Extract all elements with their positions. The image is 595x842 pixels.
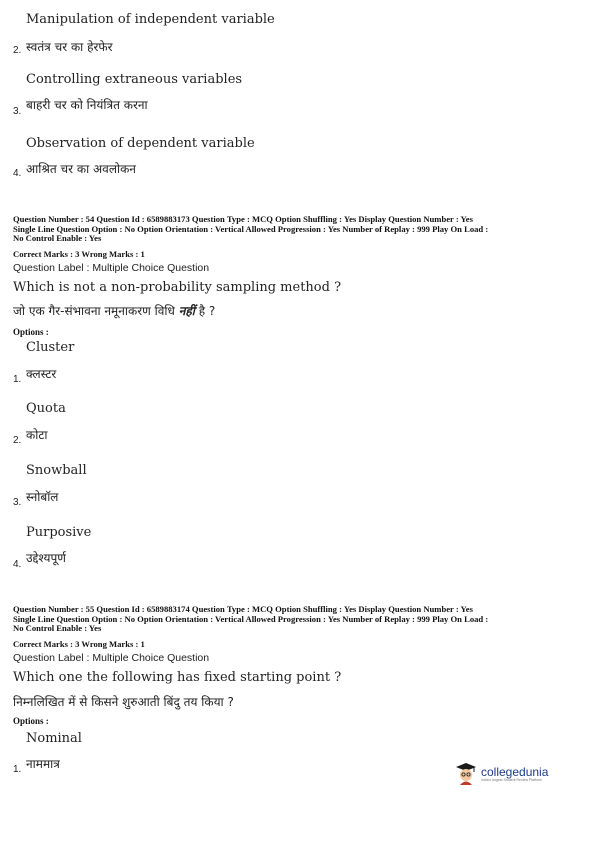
- option-number: 1.: [13, 764, 22, 775]
- option-text-hi: बाहरी चर को नियंत्रित करना: [26, 98, 148, 112]
- question-text-en: Which is not a non-probability sampling method ?: [13, 280, 342, 295]
- option-text-en: Snowball: [26, 463, 87, 478]
- meta-line: Question Number : 54 Question Id : 6589883173 Question Type : MCQ Option Shuffling : Yes Display Question Number : Yes: [13, 214, 473, 224]
- question-meta: [13, 605, 588, 634]
- question-hi-emphasis: नहीं: [178, 304, 195, 318]
- question-text-hi: निम्नलिखित में से किसने शुरुआती बिंदु तय किया ?: [13, 695, 234, 709]
- question-hi-part: है ?: [198, 304, 216, 318]
- option-number: 3.: [13, 106, 22, 117]
- option-text-en: Manipulation of independent variable: [26, 12, 275, 27]
- option-text-en: Observation of dependent variable: [26, 136, 255, 151]
- option-number: 3.: [13, 497, 22, 508]
- option-text-hi: आश्रित चर का अवलोकन: [26, 162, 136, 176]
- brand-tagline: India's largest Student Review Platform: [481, 777, 542, 782]
- option-text-hi: नाममात्र: [26, 757, 60, 771]
- marks-info: Correct Marks : 3 Wrong Marks : 1: [13, 639, 145, 649]
- question-text-en: Which one the following has fixed starting point ?: [13, 670, 342, 685]
- question-label: Question Label : Multiple Choice Question: [13, 652, 210, 664]
- option-number: 4.: [13, 559, 22, 570]
- option-number: 4.: [13, 168, 22, 179]
- option-text-en: Controlling extraneous variables: [26, 72, 243, 87]
- option-text-hi: स्वतंत्र चर का हेरफेर: [26, 40, 113, 54]
- meta-line: No Control Enable : Yes: [13, 623, 102, 634]
- option-number: 1.: [13, 374, 22, 385]
- option-text-hi: क्लस्टर: [26, 367, 57, 381]
- mascot-icon: [455, 762, 477, 786]
- options-label: Options :: [13, 716, 49, 726]
- option-number: 2.: [13, 45, 22, 56]
- meta-line: Question Number : 55 Question Id : 6589883174 Question Type : MCQ Option Shuffling : Yes Display Question Number : Yes: [13, 604, 473, 614]
- option-text-en: Cluster: [26, 340, 75, 355]
- option-text-en: Quota: [26, 401, 66, 416]
- option-text-hi: स्नोबॉल: [26, 490, 59, 504]
- option-text-hi: कोटा: [26, 428, 48, 442]
- marks-info: Correct Marks : 3 Wrong Marks : 1: [13, 249, 145, 259]
- collegedunia-logo: [455, 762, 548, 786]
- question-text-hi: [13, 302, 215, 319]
- option-text-hi: उद्देश्यपूर्ण: [26, 551, 66, 565]
- option-text-en: Nominal: [26, 731, 82, 746]
- question-label: Question Label : Multiple Choice Question: [13, 262, 210, 274]
- meta-line: Single Line Question Option : No Option Orientation : Vertical Allowed Progression : Yes Number of Replay : 999 Play On Load :: [13, 223, 489, 234]
- option-text-en: Purposive: [26, 525, 92, 540]
- meta-line: No Control Enable : Yes: [13, 233, 102, 244]
- question-meta: [13, 215, 588, 244]
- brand-name: collegedunia: [481, 764, 549, 779]
- meta-line: Single Line Question Option : No Option Orientation : Vertical Allowed Progression : Yes Number of Replay : 999 Play On Load :: [13, 613, 489, 624]
- question-hi-part: जो एक गैर-संभावना नमूनाकरण विधि: [13, 304, 175, 318]
- options-label: Options :: [13, 327, 49, 337]
- option-number: 2.: [13, 435, 22, 446]
